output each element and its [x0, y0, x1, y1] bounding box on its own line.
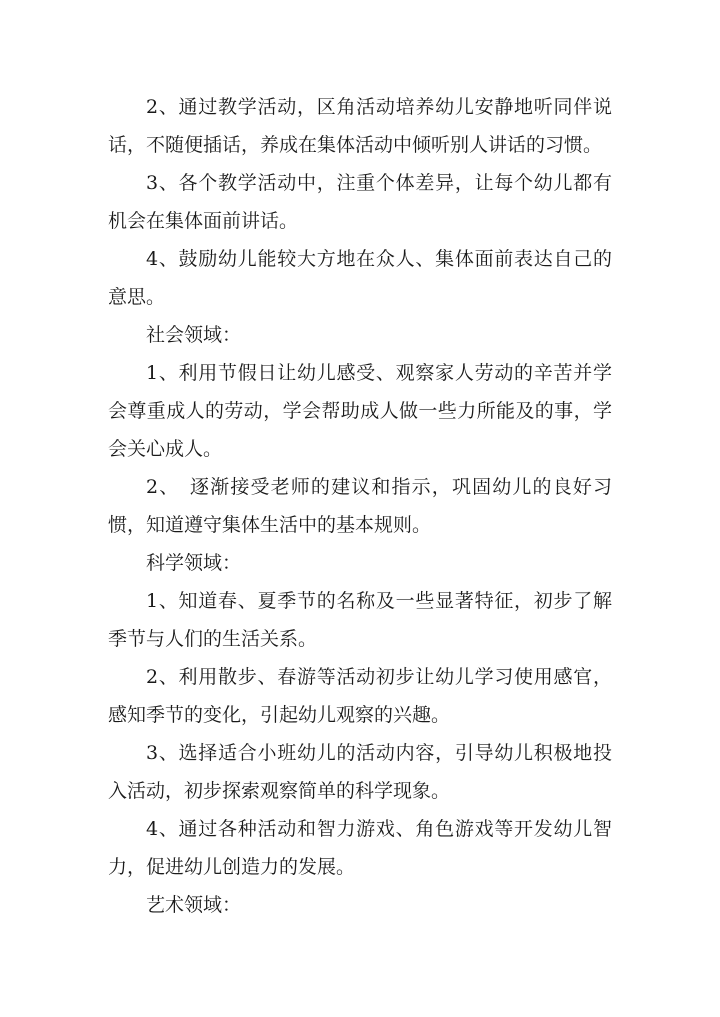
heading-science: 科学领域： [146, 552, 242, 574]
paragraph-social-1: 1、利用节假日让幼儿感受、观察家人劳动的辛苦并学会尊重成人的劳动，学会帮助成人做一些力所能及的事，学会关心成人。 [108, 362, 612, 460]
paragraph-science-4: 4、通过各种活动和智力游戏、角色游戏等开发幼儿智力，促进幼儿创造力的发展。 [108, 818, 612, 878]
paragraph-science-3: 3、选择适合小班幼儿的活动内容，引导幼儿积极地投入活动，初步探索观察简单的科学现象。 [108, 742, 612, 802]
paragraph-language-4: 4、鼓励幼儿能较大方地在众人、集体面前表达自己的意思。 [108, 248, 612, 308]
paragraph-science-1: 1、知道春、夏季节的名称及一些显著特征，初步了解季节与人们的生活关系。 [108, 590, 612, 650]
heading-art: 艺术领域： [146, 894, 242, 916]
paragraph-language-3: 3、各个教学活动中，注重个体差异，让每个幼儿都有机会在集体面前讲话。 [108, 172, 612, 232]
paragraph-language-2: 2、通过教学活动，区角活动培养幼儿安静地听同伴说话，不随便插话，养成在集体活动中倾听别人讲话的习惯。 [108, 96, 612, 156]
paragraph-science-2: 2、利用散步、春游等活动初步让幼儿学习使用感官，感知季节的变化，引起幼儿观察的兴趣。 [108, 666, 612, 726]
paragraph-social-2: 2、 逐渐接受老师的建议和指示，巩固幼儿的良好习惯，知道遵守集体生活中的基本规则。 [108, 476, 612, 536]
document-page [108, 88, 612, 924]
heading-social: 社会领域： [146, 324, 242, 346]
